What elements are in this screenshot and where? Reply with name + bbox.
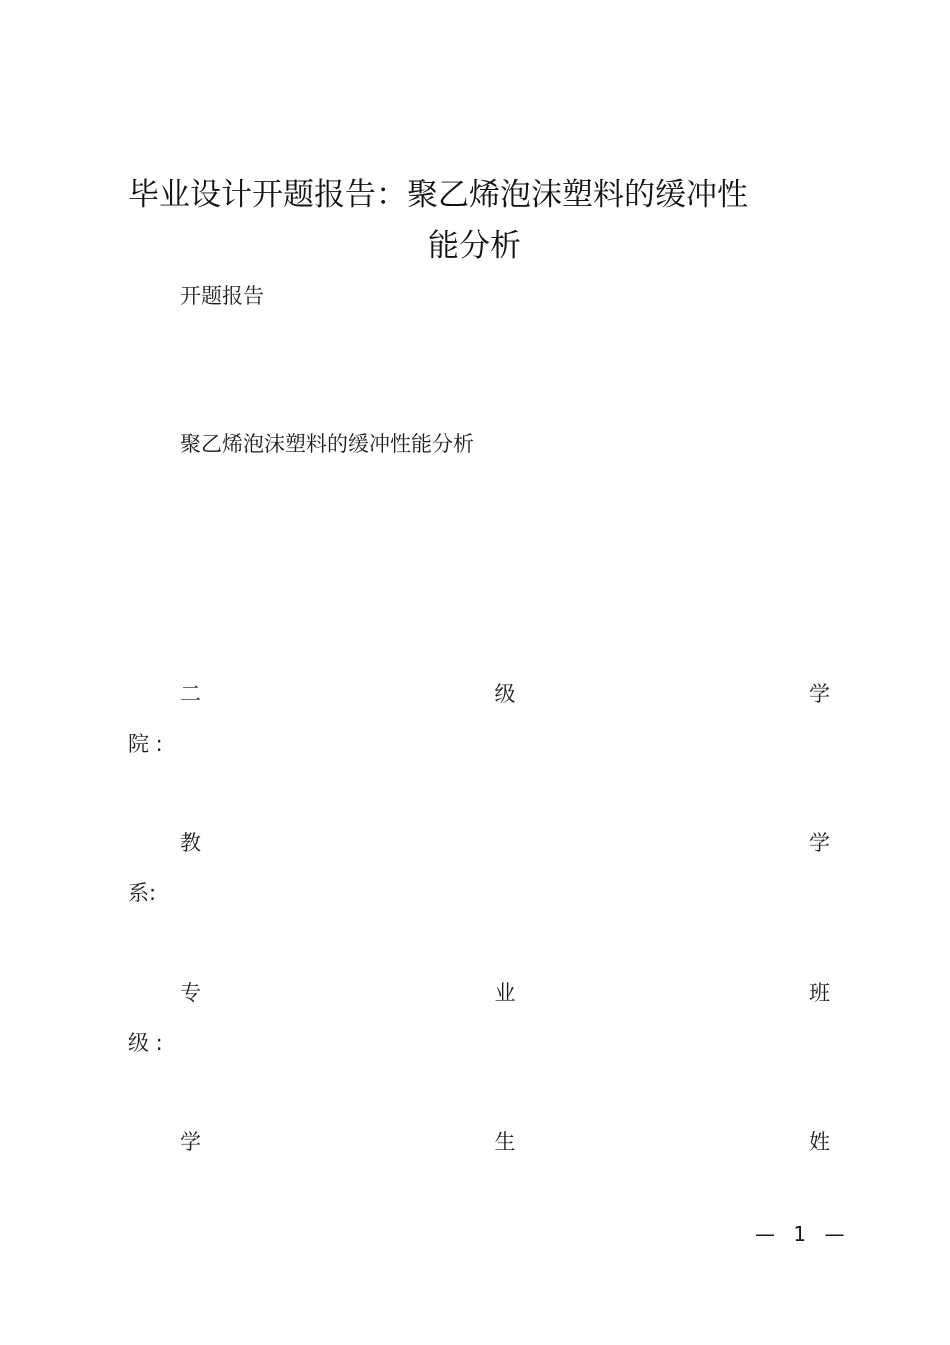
department-field [128,829,830,909]
student-name-field [128,1128,830,1208]
college-field [128,680,830,760]
college-label-tail: 院 : [128,732,163,756]
college-label-char: 二 [180,682,201,706]
major-class-label-char: 班 [809,981,830,1005]
topic-text: 聚乙烯泡沫塑料的缓冲性能分析 [180,432,474,456]
department-label-char: 学 [809,831,830,855]
major-class-label-char: 专 [180,981,201,1005]
major-class-label-tail: 级 : [128,1031,163,1055]
report-label: 开题报告 [180,284,264,308]
college-label-char: 级 [494,682,516,706]
college-label-char: 学 [809,682,830,706]
document-title-line-1: 毕业设计开题报告：聚乙烯泡沫塑料的缓冲性 [128,177,748,213]
student-name-label-char: 姓 [809,1130,830,1154]
student-name-label-char: 学 [180,1130,201,1154]
student-name-field-label-row [180,1128,830,1156]
student-name-label-char: 生 [494,1130,516,1154]
department-field-label-row [180,829,830,857]
major-class-field-label-row [180,979,830,1007]
major-class-field [128,979,830,1059]
college-field-label-row [180,680,830,708]
page-number: — 1 — [755,1222,851,1246]
major-class-label-char: 业 [494,981,516,1005]
document-title-line-2: 能分析 [428,228,521,264]
department-label-char: 教 [180,831,201,855]
department-label-tail: 系: [128,881,157,905]
